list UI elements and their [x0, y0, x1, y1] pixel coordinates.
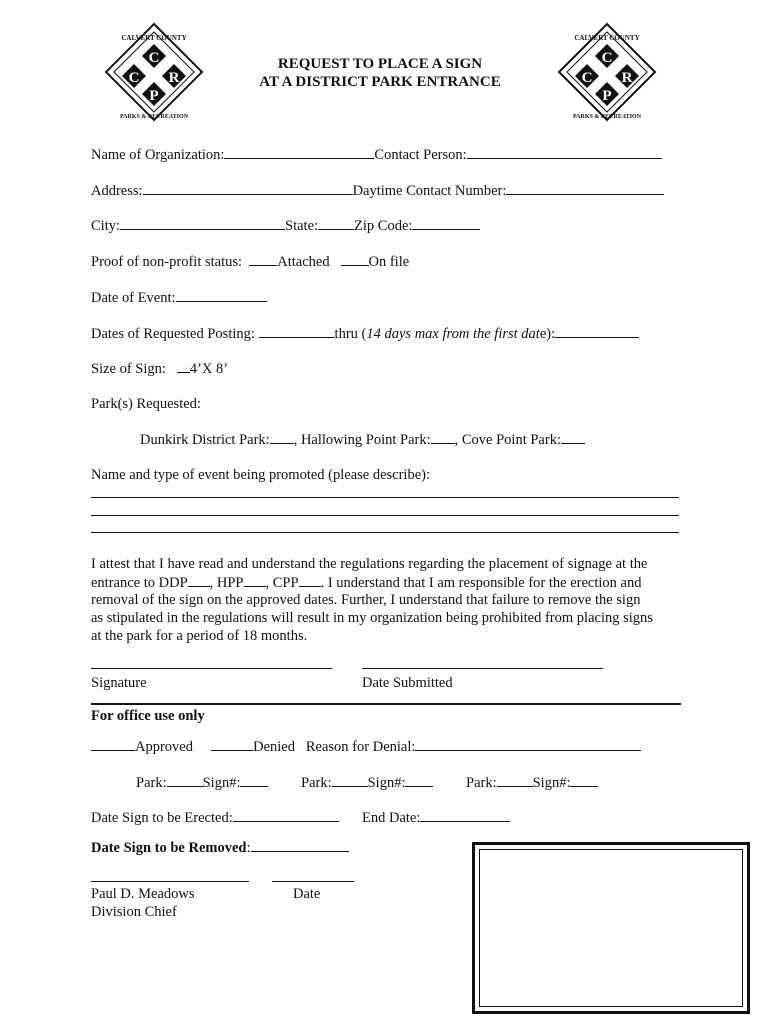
- end-date-row: [362, 808, 510, 827]
- state-field[interactable]: [318, 216, 354, 230]
- chief-name: Paul D. Meadows: [91, 886, 195, 902]
- park-label-2: Park:: [301, 775, 332, 791]
- park-field-2[interactable]: [332, 773, 368, 787]
- hallowing-label: , Hallowing Point Park:: [293, 432, 431, 448]
- park-label-3: Park:: [466, 775, 497, 791]
- park-sign-group-1: [136, 773, 268, 792]
- reason-field[interactable]: [415, 737, 641, 751]
- logo-letter-r: R: [621, 70, 633, 86]
- sign-field-2[interactable]: [405, 773, 433, 787]
- event-desc-line-2[interactable]: [91, 515, 679, 516]
- sign-label-3: Sign#:: [532, 775, 571, 791]
- form-title-line-1: REQUEST TO PLACE A SIGN: [277, 56, 483, 72]
- hpp-field[interactable]: [244, 573, 266, 587]
- attest-line-3: removal of the sign on the approved dates. Further, I understand that failure to remove the sign: [91, 592, 641, 608]
- park-sign-group-3: [466, 773, 598, 792]
- cove-label: , Cove Point Park:: [454, 432, 561, 448]
- sign-field-3[interactable]: [570, 773, 598, 787]
- chief-title: Division Chief: [91, 904, 177, 920]
- nonprofit-label: Proof of non-profit status:: [91, 254, 243, 270]
- city-field[interactable]: [120, 216, 285, 230]
- attached-checkbox[interactable]: [249, 252, 277, 266]
- contact-field[interactable]: [467, 145, 662, 159]
- date-submitted-line[interactable]: [362, 668, 603, 669]
- park-field-1[interactable]: [167, 773, 203, 787]
- attest-ddp: entrance to DDP: [91, 575, 188, 591]
- onfile-label: On file: [368, 254, 410, 270]
- approved-label: Approved: [135, 739, 193, 755]
- address-phone-row: [91, 181, 664, 200]
- denied-label: Denied: [253, 739, 295, 755]
- attest-line-1: I attest that I have read and understand the regulations regarding the placement of signage at the: [91, 556, 648, 572]
- attest-line-5: at the park for a period of 18 months.: [91, 628, 308, 644]
- denied-field[interactable]: [211, 737, 253, 751]
- sign-label-2: Sign#:: [367, 775, 406, 791]
- address-field[interactable]: [143, 181, 353, 195]
- park-label-1: Park:: [136, 775, 167, 791]
- city-state-zip-row: [91, 216, 480, 235]
- logo-letter-r: R: [168, 70, 180, 86]
- sign-label-1: Sign#:: [202, 775, 241, 791]
- parks-options-row: [140, 430, 585, 449]
- size-checkbox[interactable]: [177, 359, 190, 373]
- attest-hpp: , HPP: [209, 575, 244, 591]
- erected-row: [91, 808, 339, 827]
- office-heading: For office use only: [91, 708, 205, 724]
- logo-letter-c-top: C: [601, 50, 613, 66]
- onfile-checkbox[interactable]: [341, 252, 369, 266]
- zip-label: Zip Code:: [354, 218, 413, 234]
- phone-field[interactable]: [506, 181, 664, 195]
- logo-letter-p: P: [149, 88, 159, 104]
- attest-line-2: [91, 573, 641, 592]
- posting-start-field[interactable]: [259, 324, 335, 338]
- org-label: Name of Organization:: [91, 147, 225, 163]
- end-date-label: End Date:: [362, 810, 421, 826]
- nonprofit-row: [91, 252, 409, 271]
- size-value: 4’X 8’: [189, 361, 229, 377]
- office-stamp-box-inner: [479, 849, 743, 1007]
- org-contact-row: [91, 145, 662, 164]
- cove-field[interactable]: [561, 430, 585, 444]
- date-event-row: [91, 288, 267, 307]
- chief-date-label: Date: [293, 886, 321, 902]
- org-field[interactable]: [224, 145, 374, 159]
- reason-label: Reason for Denial:: [305, 739, 416, 755]
- park-sign-group-2: [301, 773, 433, 792]
- logo-letter-p: P: [602, 88, 612, 104]
- logo-letter-c-top: C: [148, 50, 160, 66]
- logo-ring-bottom: PARKS & RECREATION: [572, 114, 642, 120]
- dunkirk-field[interactable]: [270, 430, 294, 444]
- sign-field-1[interactable]: [240, 773, 268, 787]
- size-label: Size of Sign:: [91, 361, 166, 377]
- size-row: [91, 359, 228, 378]
- attest-rest: . I understand that I am responsible for the erection and: [320, 575, 642, 591]
- erected-label: Date Sign to be Erected:: [91, 810, 233, 826]
- hallowing-field[interactable]: [431, 430, 455, 444]
- removed-row: [91, 838, 349, 857]
- date-event-field[interactable]: [176, 288, 267, 302]
- calvert-county-parks-logo-left: [104, 22, 204, 122]
- posting-note: 14 days max from the first dat: [366, 326, 540, 342]
- address-label: Address:: [91, 183, 143, 199]
- dunkirk-label: Dunkirk District Park:: [140, 432, 270, 448]
- ddp-field[interactable]: [188, 573, 210, 587]
- attest-line-4: as stipulated in the regulations will result in my organization being prohibited from placing signs: [91, 610, 653, 626]
- logo-ring-bottom: PARKS & RECREATION: [119, 114, 189, 120]
- logo-letter-c-left: C: [581, 70, 593, 86]
- contact-label: Contact Person:: [374, 147, 467, 163]
- attest-cpp: , CPP: [265, 575, 299, 591]
- posting-dates-row: [91, 324, 639, 343]
- event-desc-line-3[interactable]: [91, 532, 679, 533]
- date-event-label: Date of Event:: [91, 290, 176, 306]
- end-date-field[interactable]: [420, 808, 510, 822]
- logo-letter-c-left: C: [128, 70, 140, 86]
- chief-date-line[interactable]: [272, 881, 354, 882]
- state-label: State:: [285, 218, 319, 234]
- event-desc-line-1[interactable]: [91, 497, 679, 498]
- approval-row: [91, 737, 641, 756]
- parks-label: Park(s) Requested:: [91, 396, 201, 412]
- signature-label: Signature: [91, 675, 147, 691]
- posting-label: Dates of Requested Posting:: [91, 326, 255, 342]
- calvert-county-parks-logo-right: [557, 22, 657, 122]
- chief-signature-line[interactable]: [91, 881, 249, 882]
- logo-ring-top: CALVERT COUNTY: [574, 34, 640, 42]
- city-label: City:: [91, 218, 121, 234]
- park-field-3[interactable]: [497, 773, 533, 787]
- event-desc-label: Name and type of event being promoted (please describe):: [91, 467, 431, 483]
- attached-label: Attached: [277, 254, 330, 270]
- removed-field[interactable]: [251, 838, 349, 852]
- approved-field[interactable]: [91, 737, 135, 751]
- phone-label: Daytime Contact Number:: [352, 183, 507, 199]
- posting-end-field[interactable]: [555, 324, 639, 338]
- date-submitted-label: Date Submitted: [362, 675, 453, 691]
- form-title-line-2: AT A DISTRICT PARK ENTRANCE: [259, 74, 501, 90]
- signature-line[interactable]: [91, 668, 332, 669]
- removed-colon: :: [246, 840, 251, 856]
- thru-label: thru (: [334, 326, 367, 342]
- office-divider: [91, 703, 681, 705]
- office-stamp-box: [472, 842, 750, 1014]
- zip-field[interactable]: [412, 216, 480, 230]
- removed-label: Date Sign to be Removed: [91, 840, 247, 856]
- erected-field[interactable]: [233, 808, 339, 822]
- cpp-field[interactable]: [299, 573, 321, 587]
- logo-ring-top: CALVERT COUNTY: [121, 34, 187, 42]
- posting-note-end: e):: [539, 326, 556, 342]
